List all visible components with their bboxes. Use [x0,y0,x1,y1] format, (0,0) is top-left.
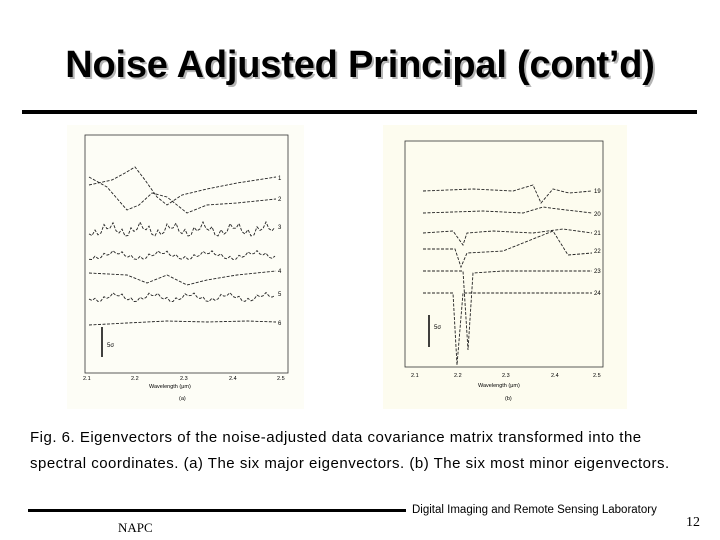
slide-title: Noise Adjusted Principal (cont’d) [65,44,655,86]
figure-a-x-tick: 2.4 [229,376,237,382]
figure-a-x-label: Wavelength (μm) [149,384,191,390]
figure-a-x-tick: 2.3 [180,376,188,382]
figure-a-x-tick: 2.5 [277,376,285,382]
figure-a-major-eigenvectors [67,125,304,409]
figure-a-curve-label: 2 [278,197,282,203]
figure-b-x-tick: 2.1 [411,373,419,379]
figure-b-x-tick: 2.4 [551,373,559,379]
footer-divider [28,509,406,512]
figure-b-plot [383,125,627,409]
figure-b-panel-label: (b) [505,396,512,402]
figure-b-curves [423,185,592,365]
figure-b-curve-label: 20 [594,212,601,218]
figure-b-curve-label: 21 [594,231,601,237]
figure-a-curve [89,222,275,236]
figure-b-x-tick: 2.5 [593,373,601,379]
figure-a-curve-label: 4 [278,269,282,275]
figure-b-frame [405,141,603,367]
figure-b-curve [423,271,592,350]
figure-a-curve [89,293,275,302]
figure-a-curve [89,167,276,205]
figure-b-curve [423,207,592,213]
figure-b-curve [423,231,592,267]
figure-b-curve-label: 19 [594,189,601,195]
footer-label: NAPC [118,520,153,535]
lab-name: Digital Imaging and Remote Sensing Laboratory [412,504,657,516]
figure-a-plot [67,125,304,409]
figure-a-curve [89,251,275,260]
figure-b-x-label: Wavelength (μm) [478,383,520,389]
page-number: 12 [686,515,700,530]
figure-b-scale-label: 5σ [434,325,442,331]
figure-b-x-tick: 2.2 [454,373,462,379]
figure-b-x-tick: 2.3 [502,373,510,379]
title-divider [22,110,697,114]
figure-a-panel-label: (a) [179,396,186,402]
figure-a-scale-label: 5σ [107,343,115,349]
figure-a-curve-label: 1 [278,176,282,182]
figure-a-curves [89,167,276,325]
figure-b-curve [423,185,592,203]
figure-a-x-tick: 2.2 [131,376,139,382]
figure-a-curve-label: 3 [278,225,282,231]
figure-b-curve [423,229,592,245]
figure-a-curve-label: 5 [278,292,282,298]
figure-a-frame [85,135,288,373]
figure-b-curve [423,293,592,365]
figure-a-curve [89,271,276,285]
figure-b-curve-label: 23 [594,269,601,275]
figure-b-curve-label: 24 [594,291,601,297]
figure-caption: Fig. 6. Eigenvectors of the noise-adjusted data covariance matrix transformed into the spectral coordinates. (a) The six major eigenvectors. (b) The six most minor eigenvectors. [30,429,670,472]
figure-a-x-tick: 2.1 [83,376,91,382]
figure-b-curve-label: 22 [594,249,601,255]
figure-b-minor-eigenvectors [383,125,627,409]
figure-a-curve-label: 6 [278,321,282,327]
figure-a-curve [89,321,276,325]
